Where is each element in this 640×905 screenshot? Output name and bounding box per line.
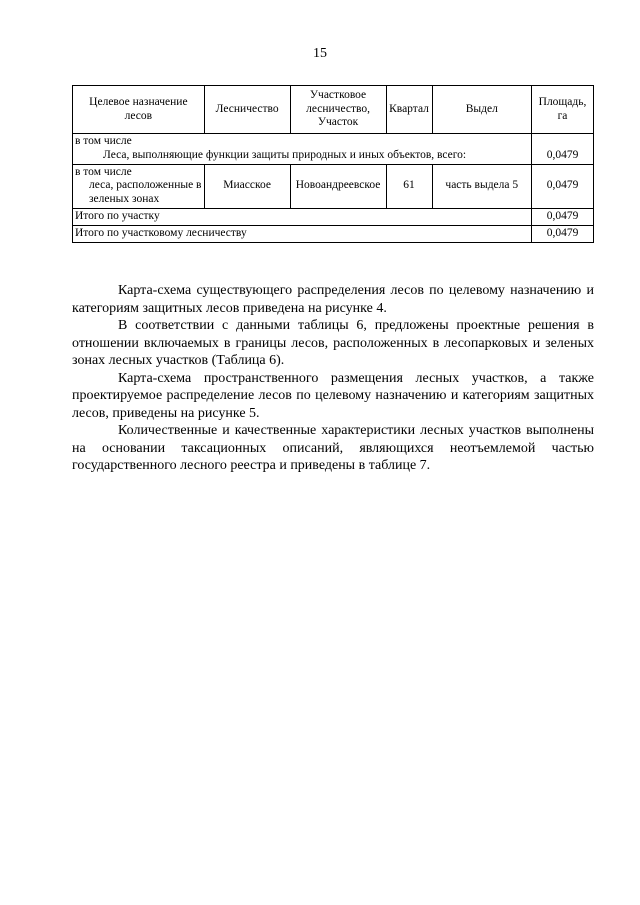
body-text bbox=[72, 282, 594, 475]
table-row-protective bbox=[73, 134, 594, 165]
protective-area: 0,0479 bbox=[532, 134, 594, 165]
forest-purpose-table bbox=[72, 85, 594, 243]
cell-district: Новоандреевское bbox=[290, 164, 386, 208]
paragraph-3: Карта-схема пространственного размещения лесных участков, а также проектируемое распределение лесов по целевому назначению и категориям защитных лесов, приведены на рисунке 5. bbox=[72, 370, 594, 421]
table-row-green-zone bbox=[73, 164, 594, 208]
page-number: 15 bbox=[313, 46, 327, 61]
cell-quarter: 61 bbox=[386, 164, 432, 208]
header-district: Участковое лесничество, Участок bbox=[290, 86, 386, 134]
table-row-total-plot bbox=[73, 208, 594, 225]
total-district-area: 0,0479 bbox=[532, 225, 594, 242]
cell-section: часть выдела 5 bbox=[432, 164, 532, 208]
including-label: в том числе bbox=[75, 135, 132, 147]
header-quarter: Квартал bbox=[386, 86, 432, 134]
table-row-total-district bbox=[73, 225, 594, 242]
total-plot-area: 0,0479 bbox=[532, 208, 594, 225]
cell-area: 0,0479 bbox=[532, 164, 594, 208]
paragraph-2: В соответствии с данными таблицы 6, предложены проектные решения в отношении включаемых в границы лесов, расположенных в лесопарковых и зеленых зонах лесных участков (Таблица 6). bbox=[72, 318, 594, 368]
total-district-label: Итого по участковому лесничеству bbox=[73, 225, 532, 242]
paragraph-1: Карта-схема существующего распределения лесов по целевому назначению и категориям защитных лесов приведена на рисунке 4. bbox=[72, 283, 594, 316]
cell-forestry: Миасское bbox=[204, 164, 290, 208]
including-label-2: в том числе bbox=[75, 165, 132, 178]
paragraph-4: Количественные и качественные характеристики лесных участков выполнены на основании таксационных описаний, являющихся неотъемлемой частью государственного лесного реестра и приведены в таблице 7. bbox=[72, 423, 594, 473]
header-forestry: Лесничество bbox=[204, 86, 290, 134]
green-zone-label: леса, расположенные в зеленых зонах bbox=[89, 179, 202, 206]
header-section: Выдел bbox=[432, 86, 532, 134]
table-header-row bbox=[73, 86, 594, 134]
header-purpose: Целевое назначение лесов bbox=[73, 86, 205, 134]
protective-label: Леса, выполняющие функции защиты природных и иных объектов, всего: bbox=[103, 148, 467, 161]
protective-label-cell bbox=[73, 134, 532, 165]
header-area: Площадь, га bbox=[532, 86, 594, 134]
total-plot-label: Итого по участку bbox=[73, 208, 532, 225]
green-zone-label-cell bbox=[73, 164, 205, 208]
